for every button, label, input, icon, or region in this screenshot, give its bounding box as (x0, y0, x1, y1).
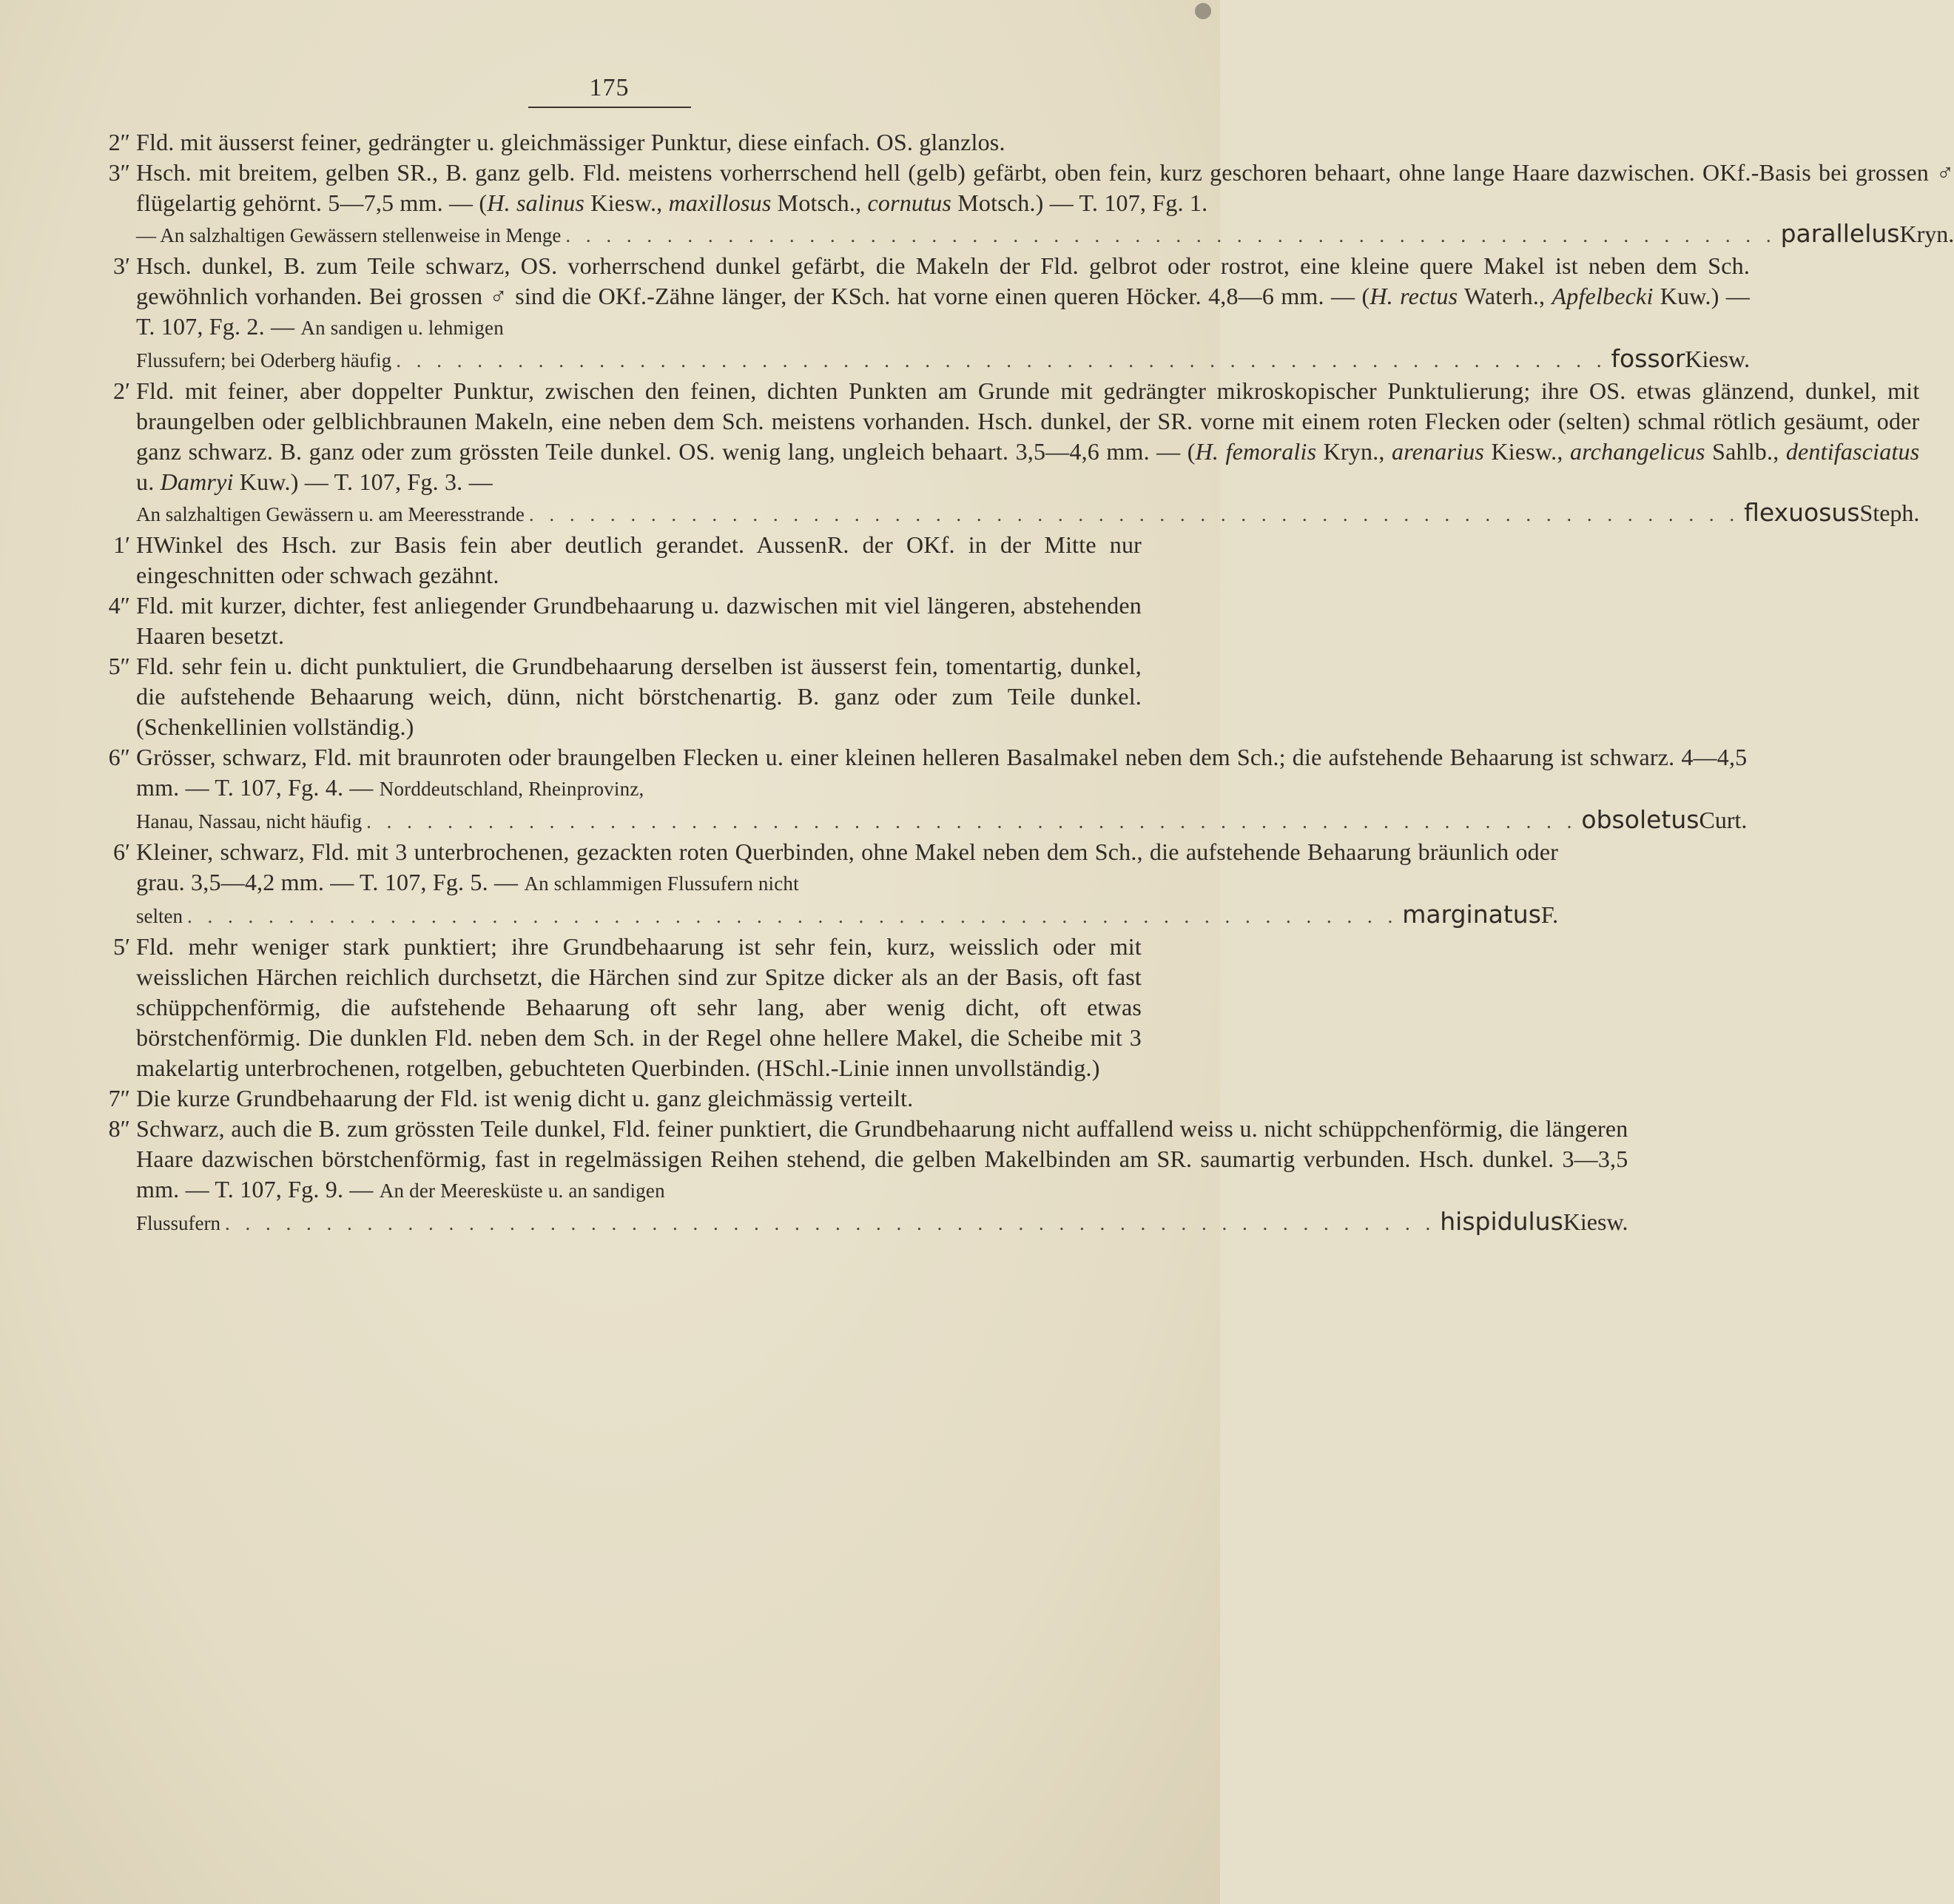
ink-spot (1195, 3, 1211, 19)
leader-dots (220, 1208, 1440, 1239)
leader-dots (183, 901, 1402, 932)
entry-text (136, 251, 1750, 343)
synonym-author: Motsch., (771, 189, 868, 216)
synonym-author: Waterh., (1458, 283, 1552, 309)
key-entry (77, 127, 1142, 158)
distribution-text: An der Meeresküste u. an sandigen (379, 1180, 665, 1202)
distribution-text: An salzhaltigen Gewässern u. am Meeresstrande (136, 503, 525, 525)
synonym: archangelicus (1570, 438, 1705, 465)
synonym: maxillosus (668, 189, 772, 216)
synonym-author: Sahlb., (1705, 438, 1786, 465)
species-author: Steph. (1859, 499, 1920, 526)
entry-text (136, 158, 1954, 218)
distribution-text: Hanau, Nassau, nicht häufig (136, 810, 363, 832)
key-entry (77, 158, 1954, 251)
synonym-author: Kuw.) — T. 107, Fg. 2. — (136, 283, 1751, 340)
entry-text-part: Hsch. dunkel, B. zum Teile schwarz, OS. vorherrschend dunkel gefärbt, die Makeln der Fld. gelbrot oder rostrot, eine kleine quere Makel ist neben dem Sch. gewöhnlich vorhanden. Bei grossen ♂ sind die OKf.-Zähne länger, der KSch. hat vorne einen queren Höcker. 4,8—6 mm. — ( (136, 252, 1751, 309)
synonym-author: Kiesw., (1484, 438, 1570, 465)
couplet-number: 6″ (108, 744, 130, 770)
leader-dots (525, 499, 1744, 530)
distribution-text: Norddeutschland, Rheinprovinz, (379, 778, 644, 800)
entry-text (136, 1114, 1628, 1206)
species-name: fossor (1611, 344, 1685, 373)
key-entry (77, 1114, 1628, 1239)
synonym-author: u. (136, 468, 161, 495)
entry-text: HWinkel des Hsch. zur Basis fein aber deutlich gerandet. AussenR. der OKf. in der Mitte nur eingeschnitten oder schwach gezähnt. (136, 531, 1142, 588)
couplet-number: 2′ (113, 377, 130, 404)
species-name: parallelus (1780, 219, 1900, 248)
key-entry (77, 742, 1748, 837)
species-line (136, 804, 1747, 837)
synonym: H. salinus (487, 189, 585, 216)
couplet-number: 3′ (113, 252, 130, 279)
distribution-text: selten (136, 905, 183, 927)
species-name: hispidulus (1440, 1207, 1563, 1236)
species-author: Kiesw. (1685, 346, 1751, 372)
couplet-number: 2″ (108, 129, 130, 155)
species-name: flexuosus (1744, 498, 1860, 527)
synonym: Apfelbecki (1552, 283, 1654, 309)
couplet-number: 8″ (108, 1115, 130, 1142)
synonym: cornutus (867, 189, 952, 216)
entry-text (136, 837, 1558, 899)
distribution-text: An schlammigen Flussufern nicht (524, 872, 799, 895)
entry-text: Fld. sehr fein u. dicht punktuliert, die Grundbehaarung derselben ist äusserst fein, tomentartig, dunkel, die aufstehende Behaarung weich, dünn, nicht börstchenartig. B. ganz oder zum Teile dunkel. (Schenkellinien vollständig.) (136, 653, 1142, 740)
distribution-text: Flussufern; bei Oderberg häufig (136, 349, 392, 371)
couplet-number: 1′ (113, 531, 130, 558)
synonym-author: Motsch.) — T. 107, Fg. 1. (951, 189, 1208, 216)
species-author: Kryn. (1899, 221, 1954, 247)
species-line (136, 497, 1919, 530)
entry-text (136, 376, 1919, 497)
key-entry (77, 837, 1559, 932)
species-name: obsoletus (1581, 805, 1699, 834)
couplet-number: 5″ (108, 653, 130, 679)
entry-text: Fld. mehr weniger stark punktiert; ihre Grundbehaarung ist sehr fein, kurz, weisslich oder mit weisslichen Härchen reichlich durchsetzt, die Härchen sind zur Spitze dicker als an der Basis, oft fast schüppchenförmig, die aufstehende Behaarung oft sehr lang, aber wenig dicht, oft etwas börstchenförmig. Die dunklen Fld. neben dem Sch. in der Regel ohne hellere Makel, die Scheibe mit 3 makelartig unterbrochenen, rotgelben, gebuchteten Querbinden. (HSchl.-Linie innen unvollständig.) (136, 933, 1142, 1081)
species-author: F. (1540, 901, 1559, 928)
key-entry (77, 251, 1751, 376)
entry-text (136, 742, 1747, 804)
synonym: H. rectus (1370, 283, 1458, 309)
leader-dots (362, 807, 1581, 837)
synonym: dentifasciatus (1785, 438, 1920, 465)
species-line (136, 343, 1750, 376)
leader-dots (561, 221, 1780, 251)
key-entry (77, 530, 1142, 591)
distribution-text: An sandigen u. lehmigen (300, 317, 504, 339)
entry-text: Die kurze Grundbehaarung der Fld. ist wenig dicht u. ganz gleichmässig verteilt. (136, 1085, 914, 1111)
species-name: marginatus (1402, 900, 1541, 929)
species-author: Kiesw. (1563, 1208, 1628, 1235)
entry-text: Fld. mit äusserst feiner, gedrängter u. gleichmässiger Punktur, diese einfach. OS. glanzlos. (136, 129, 1005, 155)
entry-text-part: Hsch. mit breitem, gelben SR., B. ganz gelb. Fld. meistens vorherrschend hell (gelb) gefärbt, oben fein, kurz geschoren behaart, ohne lange Haare dazwischen. OKf.-Basis bei grossen ♂ flügelartig gehörnt. 5—7,5 mm. — ( (136, 159, 1954, 216)
couplet-number: 3″ (108, 159, 130, 186)
entry-text: Fld. mit kurzer, dichter, fest anliegender Grundbehaarung u. dazwischen mit viel längeren, abstehenden Haaren besetzt. (136, 592, 1142, 649)
species-line (136, 899, 1558, 932)
couplet-number: 4″ (108, 592, 130, 619)
synonym: Damryi (160, 468, 234, 495)
leader-dots (391, 346, 1611, 376)
key-entry (77, 1083, 1142, 1114)
page-number: 175 (528, 74, 691, 108)
couplet-number: 5′ (113, 933, 130, 960)
key-entry (77, 932, 1142, 1083)
entry-text-part: Fld. mit feiner, aber doppelter Punktur, zwischen den feinen, dichten Punkten am Grunde mit gedrängter mikroskopischer Punktulierung; ihre OS. etwas glänzend, dunkel, mit braungelben oder gelblichbraunen Makeln, eine neben dem Sch. meistens vorhanden. Hsch. dunkel, der SR. vorne mit einem roten Flecken oder (selten) schmal rötlich gesäumt, oder ganz schwarz. B. ganz oder zum grössten Teile dunkel. OS. wenig lang, ungleich behaart. 3,5—4,6 mm. — ( (136, 377, 1920, 465)
key-entry (77, 591, 1142, 651)
synonym-author: Kiesw., (584, 189, 669, 216)
synonym-author: Kuw.) — T. 107, Fg. 3. — (233, 468, 493, 495)
species-line (136, 218, 1954, 251)
couplet-number: 6′ (113, 838, 130, 865)
couplet-number: 7″ (108, 1085, 130, 1111)
synonym: H. femoralis (1195, 438, 1317, 465)
entry-text-part: Kleiner, schwarz, Fld. mit 3 unterbrochenen, gezackten roten Querbinden, ohne Makel neben dem Sch., die aufstehende Behaarung bräunlich oder grau. 3,5—4,2 mm. — T. 107, Fg. 5. — (136, 838, 1559, 895)
key-entry (77, 651, 1142, 742)
entry-text-part: Schwarz, auch die B. zum grössten Teile dunkel, Fld. feiner punktiert, die Grundbehaarung nicht auffallend weiss u. nicht schüppchenförmig, die längeren Haare dazwischen börstchenförmig, fast in regelmässigen Reihen stehend, die gelben Makelbinden am SR. saumartig verbunden. Hsch. dunkel. 3—3,5 mm. — T. 107, Fg. 9. — (136, 1115, 1628, 1202)
distribution-text: Flussufern (136, 1212, 220, 1234)
synonym-author: Kryn., (1316, 438, 1392, 465)
entry-text-part: Grösser, schwarz, Fld. mit braunroten oder braungelben Flecken u. einer kleinen helleren Basalmakel neben dem Sch.; die aufstehende Behaarung ist schwarz. 4—4,5 mm. — T. 107, Fg. 4. — (136, 744, 1748, 801)
species-line (136, 1206, 1628, 1239)
distribution-text: — An salzhaltigen Gewässern stellenweise in Menge (136, 224, 562, 246)
key-entry (77, 376, 1920, 530)
species-author: Curt. (1699, 807, 1748, 833)
synonym: arenarius (1392, 438, 1485, 465)
